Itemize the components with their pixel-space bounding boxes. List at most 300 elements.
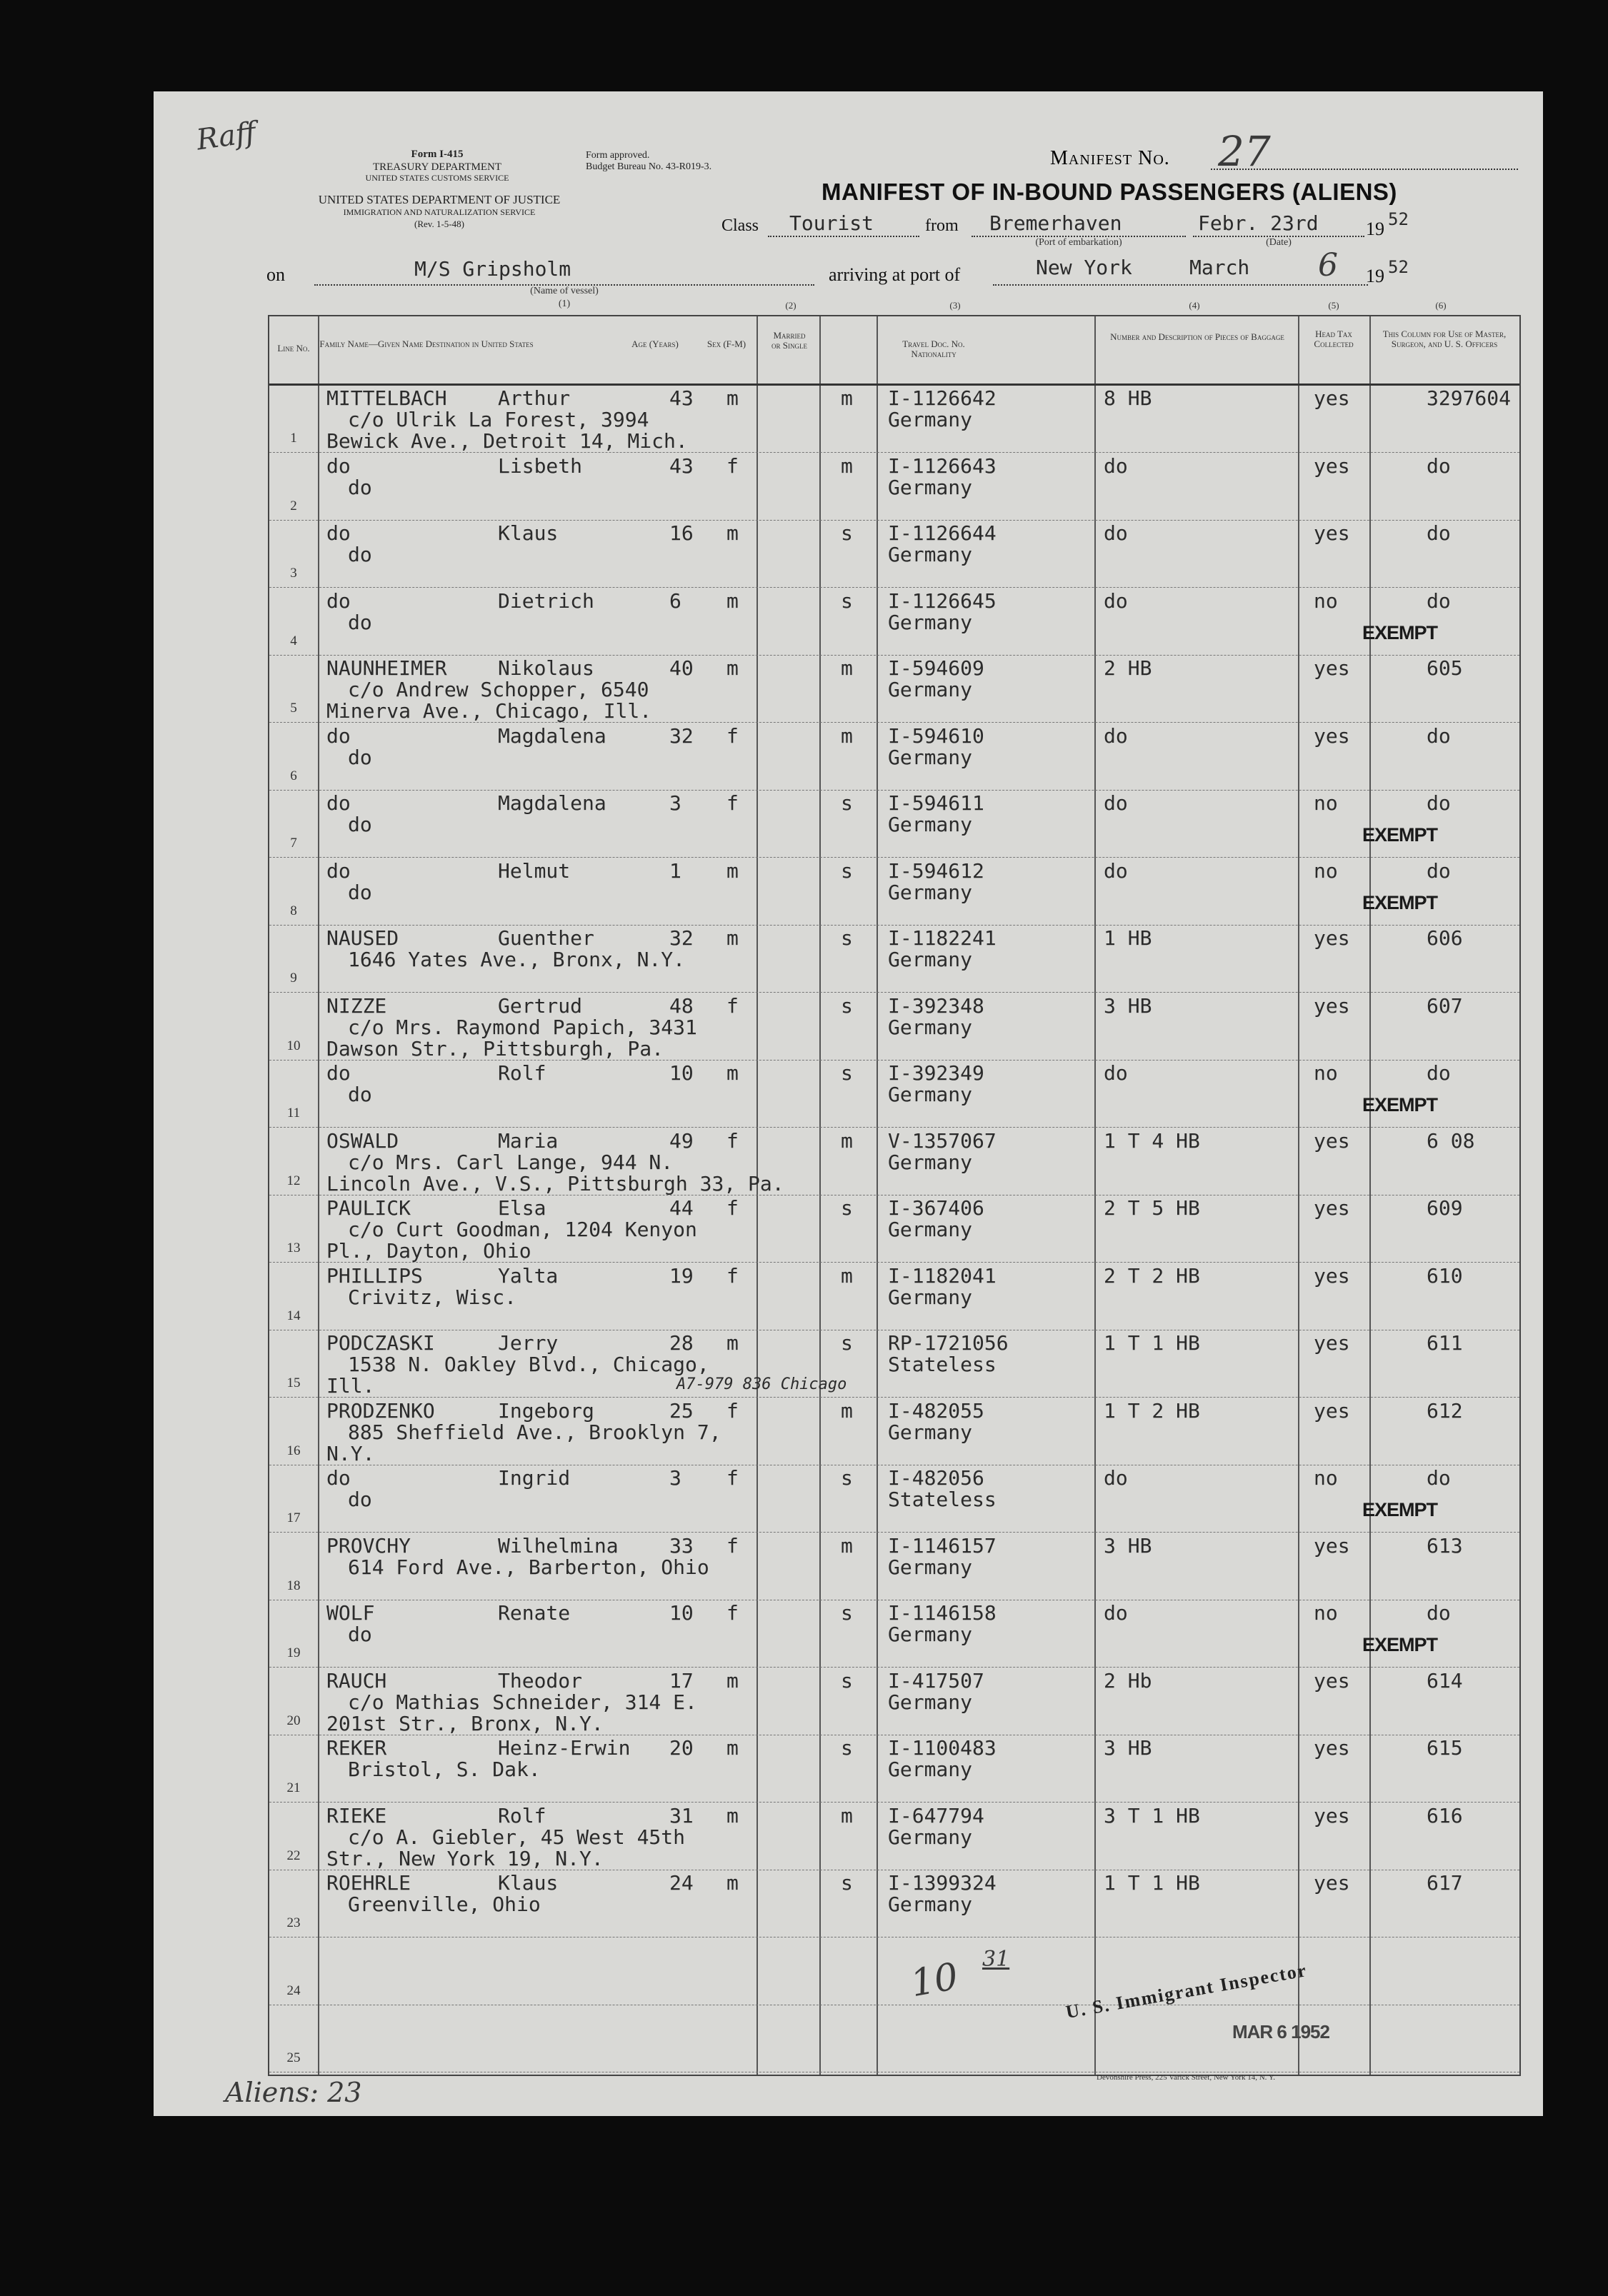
head-tax: yes — [1314, 1128, 1350, 1153]
officer-number: do — [1427, 588, 1451, 613]
officer-number: do — [1427, 1466, 1451, 1490]
sex: f — [726, 723, 739, 748]
age: 25 — [669, 1398, 694, 1423]
address-line-1: 885 Sheffield Ave., Brooklyn 7, — [348, 1420, 721, 1444]
arriving-label: arriving at port of — [829, 264, 961, 285]
head-tax: yes — [1314, 521, 1350, 545]
line-number: 23 — [286, 1915, 301, 1930]
given-name: Magdalena — [498, 723, 606, 748]
table-row — [269, 588, 1519, 656]
marital-status: s — [841, 1331, 853, 1355]
age: 40 — [669, 656, 694, 680]
col-tax: Head Tax Collected — [1314, 329, 1354, 349]
arrival-port: New York — [1036, 256, 1132, 279]
travel-doc-no: I-1146157 — [888, 1533, 997, 1558]
manifest-number: 27 — [1218, 127, 1271, 176]
nationality: Germany — [888, 1218, 973, 1241]
family-name: do — [326, 588, 351, 613]
given-name: Magdalena — [498, 791, 606, 815]
travel-doc-no: I-594612 — [888, 858, 984, 883]
officer-number: do — [1427, 858, 1451, 883]
table-row — [269, 2005, 1519, 2072]
baggage: do — [1104, 1601, 1128, 1625]
class-label: Class — [721, 216, 759, 235]
given-name: Gertrud — [498, 993, 583, 1018]
age: 48 — [669, 993, 694, 1018]
family-name: PRODZENKO — [326, 1398, 435, 1423]
officer-number: 3297604 — [1427, 386, 1512, 410]
given-name: Wilhelmina — [498, 1533, 619, 1558]
line-number: 22 — [286, 1848, 301, 1863]
line-number: 18 — [286, 1578, 301, 1593]
baggage: do — [1104, 588, 1128, 613]
nationality: Germany — [888, 1285, 973, 1309]
table-header — [269, 316, 1519, 386]
ins-service: IMMIGRATION AND NATURALIZATION SERVICE — [343, 207, 536, 217]
address-line-1: c/o Mrs. Carl Lange, 944 N. — [348, 1150, 674, 1174]
baggage: 2 T 2 HB — [1104, 1263, 1200, 1288]
officer-number: 615 — [1427, 1736, 1463, 1760]
line-number: 11 — [286, 1106, 301, 1121]
line-number: 8 — [290, 903, 297, 918]
customs-service: UNITED STATES CUSTOMS SERVICE — [365, 173, 509, 183]
baggage: do — [1104, 858, 1128, 883]
pencil-note: A7-979 836 Chicago — [676, 1375, 847, 1393]
family-name: do — [326, 723, 351, 748]
travel-doc-no: I-1126644 — [888, 521, 997, 545]
table-row — [269, 655, 1519, 723]
head-tax: yes — [1314, 1668, 1350, 1693]
officer-number: do — [1427, 1061, 1451, 1085]
marital-status: s — [841, 521, 853, 545]
count-note: 10 — [907, 1955, 962, 2006]
family-name: do — [326, 453, 351, 478]
nationality: Germany — [888, 408, 973, 431]
travel-doc-no: I-594610 — [888, 723, 984, 748]
port-caption: (Port of embarkation) — [1035, 237, 1122, 248]
nationality: Germany — [888, 475, 973, 499]
nationality: Germany — [888, 1623, 973, 1646]
class-value: Tourist — [789, 211, 874, 235]
baggage: 2 T 5 HB — [1104, 1196, 1200, 1220]
line-number: 3 — [290, 566, 297, 581]
port-embarkation: Bremerhaven — [989, 211, 1122, 235]
col-married: Married or Single — [771, 330, 807, 351]
address-line-1: do — [348, 1488, 372, 1511]
arrival-year: 52 — [1388, 257, 1409, 277]
given-name: Nikolaus — [498, 656, 594, 680]
manifest-title: MANIFEST OF IN-BOUND PASSENGERS (ALIENS) — [822, 179, 1397, 205]
head-tax: yes — [1314, 926, 1350, 950]
col-age: Age (Years) — [631, 339, 679, 349]
sex: m — [726, 1871, 739, 1895]
travel-doc-no: I-392349 — [888, 1061, 984, 1085]
officer-number: 609 — [1427, 1196, 1463, 1220]
col-travel: Travel Doc. No. Nationality — [902, 339, 965, 359]
marital-status: m — [841, 453, 853, 478]
given-name: Theodor — [498, 1668, 583, 1693]
marital-status: s — [841, 791, 853, 815]
nationality: Germany — [888, 1555, 973, 1579]
baggage: 3 T 1 HB — [1104, 1803, 1200, 1828]
address-line-1: Crivitz, Wisc. — [348, 1285, 517, 1309]
officer-number: 606 — [1427, 926, 1463, 950]
col-line: Line No. — [277, 343, 310, 354]
line-number: 14 — [286, 1308, 301, 1323]
given-name: Rolf — [498, 1803, 546, 1828]
line-number: 7 — [290, 836, 297, 851]
officer-number: 605 — [1427, 656, 1463, 680]
table-row — [269, 858, 1519, 926]
address-line-2: Minerva Ave., Chicago, Ill. — [326, 699, 652, 723]
baggage: 8 HB — [1104, 386, 1152, 410]
justice-dept: UNITED STATES DEPARTMENT OF JUSTICE — [318, 193, 561, 206]
age: 19 — [669, 1263, 694, 1288]
address-line-1: 1538 N. Oakley Blvd., Chicago, — [348, 1353, 709, 1376]
officer-number: 617 — [1427, 1871, 1463, 1895]
from-label: from — [925, 216, 959, 235]
nationality: Germany — [888, 948, 973, 971]
marital-status: m — [841, 1263, 853, 1288]
family-name: do — [326, 791, 351, 815]
nationality: Germany — [888, 1825, 973, 1849]
travel-doc-no: I-594611 — [888, 791, 984, 815]
sex: m — [726, 1668, 739, 1693]
table-row — [269, 1600, 1519, 1668]
address-line-1: Bristol, S. Dak. — [348, 1758, 541, 1781]
line-number: 15 — [286, 1375, 301, 1390]
family-name: OSWALD — [326, 1128, 399, 1153]
age: 17 — [669, 1668, 694, 1693]
age: 33 — [669, 1533, 694, 1558]
address-line-2: Str., New York 19, N.Y. — [326, 1846, 604, 1870]
marital-status: m — [841, 1533, 853, 1558]
nationality: Germany — [888, 1758, 973, 1781]
nationality: Stateless — [888, 1488, 997, 1511]
address-line-1: 614 Ford Ave., Barberton, Ohio — [348, 1555, 709, 1579]
marital-status: s — [841, 993, 853, 1018]
head-tax: yes — [1314, 1196, 1350, 1220]
travel-doc-no: I-1182241 — [888, 926, 997, 950]
manifest-label: Manifest No. — [1050, 147, 1170, 169]
sex: m — [726, 386, 739, 410]
family-name: REKER — [326, 1736, 387, 1760]
head-tax: yes — [1314, 1263, 1350, 1288]
marital-status: m — [841, 723, 853, 748]
sex: m — [726, 1331, 739, 1355]
officer-number: do — [1427, 521, 1451, 545]
officer-number: 616 — [1427, 1803, 1463, 1828]
col-num-4: (4) — [1189, 300, 1200, 311]
col-name: Family Name—Given Name Destination in United States — [319, 339, 534, 349]
nationality: Germany — [888, 1690, 973, 1714]
head-tax: yes — [1314, 723, 1350, 748]
officer-number: 612 — [1427, 1398, 1463, 1423]
baggage: do — [1104, 1466, 1128, 1490]
baggage: do — [1104, 521, 1128, 545]
line-number: 20 — [286, 1713, 301, 1728]
family-name: RAUCH — [326, 1668, 387, 1693]
head-tax: no — [1314, 791, 1338, 815]
nationality: Germany — [888, 1015, 973, 1039]
table-row — [269, 1668, 1519, 1735]
head-tax: yes — [1314, 1871, 1350, 1895]
table-row — [269, 1263, 1519, 1330]
address-line-1: c/o A. Giebler, 45 West 45th — [348, 1825, 686, 1849]
address-line-2: Bewick Ave., Detroit 14, Mich. — [326, 429, 688, 453]
year-prefix-1: 19 — [1366, 219, 1384, 239]
travel-doc-no: I-1126643 — [888, 453, 997, 478]
officer-number: 6 08 — [1427, 1128, 1475, 1153]
officer-number: do — [1427, 1601, 1451, 1625]
age: 16 — [669, 521, 694, 545]
given-name: Klaus — [498, 521, 559, 545]
given-name: Dietrich — [498, 588, 594, 613]
head-tax: yes — [1314, 656, 1350, 680]
table-row — [269, 1937, 1519, 2005]
sex: f — [726, 1196, 739, 1220]
address-line-2: Dawson Str., Pittsburgh, Pa. — [326, 1036, 664, 1061]
col-num-3: (3) — [949, 300, 961, 311]
head-tax: yes — [1314, 1803, 1350, 1828]
travel-doc-no: I-647794 — [888, 1803, 984, 1828]
revision: (Rev. 1-5-48) — [414, 219, 464, 229]
col-sex: Sex (F-M) — [706, 339, 746, 349]
age: 32 — [669, 926, 694, 950]
printer-imprint: Devonshire Press, 225 Varick Street, New York 14, N. Y. — [1097, 2073, 1276, 2082]
nationality: Germany — [888, 745, 973, 769]
embark-year: 52 — [1388, 209, 1409, 229]
address-line-1: 1646 Yates Ave., Bronx, N.Y. — [348, 948, 686, 971]
table-row — [269, 790, 1519, 858]
table-row — [269, 520, 1519, 588]
given-name: Maria — [498, 1128, 559, 1153]
address-line-1: do — [348, 1083, 372, 1106]
table-row — [269, 1465, 1519, 1533]
form-number: Form I-415 — [411, 149, 464, 160]
age: 49 — [669, 1128, 694, 1153]
travel-doc-no: I-1399324 — [888, 1871, 997, 1895]
head-tax: no — [1314, 858, 1338, 883]
marital-status: m — [841, 1398, 853, 1423]
line-number: 9 — [290, 971, 297, 986]
family-name: PODCZASKI — [326, 1331, 435, 1355]
line-number: 4 — [290, 633, 297, 648]
sex: f — [726, 1398, 739, 1423]
travel-doc-no: I-482056 — [888, 1466, 984, 1490]
baggage: 2 HB — [1104, 656, 1152, 680]
age: 28 — [669, 1331, 694, 1355]
sex: f — [726, 791, 739, 815]
line-number: 17 — [286, 1510, 301, 1525]
marital-status: s — [841, 1871, 853, 1895]
age: 1 — [669, 858, 681, 883]
table-row — [269, 925, 1519, 993]
travel-doc-no: I-367406 — [888, 1196, 984, 1220]
given-name: Rolf — [498, 1061, 546, 1085]
line-number: 21 — [286, 1780, 301, 1795]
nationality: Germany — [888, 1150, 973, 1174]
travel-doc-no: RP-1721056 — [888, 1331, 1009, 1355]
count-note-2: 31 — [982, 1947, 1010, 1972]
travel-doc-no: I-1126645 — [888, 588, 997, 613]
vessel-caption: (Name of vessel) — [530, 286, 599, 296]
baggage: 3 HB — [1104, 1533, 1152, 1558]
date-stamp: MAR 6 1952 — [1232, 2021, 1329, 2042]
address-line-1: do — [348, 610, 372, 634]
col-baggage: Number and Description of Pieces of Baggage — [1110, 331, 1284, 342]
travel-doc-no: I-417507 — [888, 1668, 984, 1693]
treasury-dept: TREASURY DEPARTMENT — [372, 161, 502, 173]
passenger-table — [268, 300, 1521, 2076]
address-line-1: do — [348, 543, 372, 566]
sex: m — [726, 926, 739, 950]
family-name: do — [326, 1466, 351, 1490]
manifest-sheet — [154, 91, 1543, 2116]
family-name: do — [326, 858, 351, 883]
baggage: 1 HB — [1104, 926, 1152, 950]
officer-number: 614 — [1427, 1668, 1463, 1693]
baggage: do — [1104, 723, 1128, 748]
table-row — [269, 1870, 1519, 1937]
travel-doc-no: I-1100483 — [888, 1736, 997, 1760]
exempt-stamp: EXEMPT — [1362, 891, 1438, 913]
travel-doc-no: I-1126642 — [888, 386, 997, 410]
sex: f — [726, 1601, 739, 1625]
table-row — [269, 723, 1519, 791]
table-row — [269, 1398, 1519, 1465]
baggage: 1 T 1 HB — [1104, 1331, 1200, 1355]
inspector-signature-line: U. S. Immigrant Inspector — [1064, 1959, 1309, 2023]
col-officers: This Column for Use of Master, Surgeon, and U. S. Officers — [1382, 329, 1507, 349]
baggage: 2 Hb — [1104, 1668, 1152, 1693]
table-row — [269, 385, 1519, 453]
baggage: do — [1104, 453, 1128, 478]
embark-date: Febr. 23rd — [1198, 211, 1319, 235]
table-row — [269, 1128, 1519, 1195]
address-line-1: c/o Ulrik La Forest, 3994 — [348, 408, 649, 431]
sex: m — [726, 1061, 739, 1085]
address-line-2: Ill. — [326, 1374, 375, 1398]
family-name: WOLF — [326, 1601, 375, 1625]
exempt-stamp: EXEMPT — [1362, 1094, 1438, 1116]
form-approved: Form approved. — [586, 150, 650, 161]
marital-status: m — [841, 656, 853, 680]
sex: m — [726, 521, 739, 545]
head-tax: yes — [1314, 1736, 1350, 1760]
head-tax: no — [1314, 1601, 1338, 1625]
head-tax: no — [1314, 588, 1338, 613]
marital-status: s — [841, 926, 853, 950]
exempt-stamp: EXEMPT — [1362, 1634, 1438, 1655]
given-name: Jerry — [498, 1331, 559, 1355]
address-line-1: c/o Curt Goodman, 1204 Kenyon — [348, 1218, 697, 1241]
address-line-1: c/o Mrs. Raymond Papich, 3431 — [348, 1015, 697, 1039]
officer-number: 610 — [1427, 1263, 1463, 1288]
age: 10 — [669, 1601, 694, 1625]
line-number: 2 — [290, 498, 297, 513]
nationality: Stateless — [888, 1353, 997, 1376]
officer-number: do — [1427, 791, 1451, 815]
table-row — [269, 1060, 1519, 1128]
age: 32 — [669, 723, 694, 748]
on-label: on — [266, 264, 285, 285]
table-row — [269, 1195, 1519, 1263]
head-tax: no — [1314, 1061, 1338, 1085]
vessel-name: M/S Gripsholm — [414, 257, 571, 281]
age: 20 — [669, 1736, 694, 1760]
marital-status: s — [841, 588, 853, 613]
marital-status: m — [841, 1128, 853, 1153]
age: 3 — [669, 791, 681, 815]
baggage: 1 T 2 HB — [1104, 1398, 1200, 1423]
table-row — [269, 993, 1519, 1061]
table-row — [269, 1533, 1519, 1600]
sex: m — [726, 1736, 739, 1760]
col-num-5: (5) — [1328, 300, 1339, 311]
age: 31 — [669, 1803, 694, 1828]
nationality: Germany — [888, 1083, 973, 1106]
family-name: NAUNHEIMER — [326, 656, 447, 680]
travel-doc-no: I-392348 — [888, 993, 984, 1018]
nationality: Germany — [888, 813, 973, 836]
travel-doc-no: I-1182041 — [888, 1263, 997, 1288]
nationality: Germany — [888, 1893, 973, 1916]
age: 3 — [669, 1466, 681, 1490]
baggage: 1 T 1 HB — [1104, 1871, 1200, 1895]
date-caption: (Date) — [1266, 237, 1292, 248]
given-name: Renate — [498, 1601, 571, 1625]
family-name: ROEHRLE — [326, 1871, 411, 1895]
sex: f — [726, 1533, 739, 1558]
given-name: Heinz-Erwin — [498, 1736, 631, 1760]
vessel-col-num: (1) — [558, 299, 571, 309]
address-line-2: 201st Str., Bronx, N.Y. — [326, 1711, 604, 1735]
nationality: Germany — [888, 678, 973, 701]
age: 6 — [669, 588, 681, 613]
line-number: 5 — [290, 701, 297, 716]
given-name: Arthur — [498, 386, 571, 410]
address-line-1: do — [348, 745, 372, 769]
budget-bureau: Budget Bureau No. 43-R019-3. — [586, 161, 712, 172]
marital-status: s — [841, 1601, 853, 1625]
address-line-2: Lincoln Ave., V.S., Pittsburgh 33, Pa. — [326, 1171, 784, 1195]
marital-status: m — [841, 1803, 853, 1828]
family-name: PAULICK — [326, 1196, 411, 1220]
officer-number: 607 — [1427, 993, 1463, 1018]
nationality: Germany — [888, 880, 973, 904]
address-line-1: do — [348, 1623, 372, 1646]
line-number: 6 — [290, 768, 297, 783]
marital-status: s — [841, 1061, 853, 1085]
exempt-stamp: EXEMPT — [1362, 621, 1438, 643]
baggage: 3 HB — [1104, 993, 1152, 1018]
address-line-2: Pl., Dayton, Ohio — [326, 1239, 531, 1263]
sex: m — [726, 858, 739, 883]
given-name: Yalta — [498, 1263, 559, 1288]
officer-number: 613 — [1427, 1533, 1463, 1558]
head-tax: yes — [1314, 1533, 1350, 1558]
given-name: Elsa — [498, 1196, 546, 1220]
arrival-month: March — [1189, 256, 1250, 279]
travel-doc-no: I-594609 — [888, 656, 984, 680]
family-name: NAUSED — [326, 926, 399, 950]
given-name: Klaus — [498, 1871, 559, 1895]
given-name: Helmut — [498, 858, 571, 883]
table-row — [269, 1803, 1519, 1870]
line-number: 10 — [286, 1038, 301, 1053]
nationality: Germany — [888, 1420, 973, 1444]
